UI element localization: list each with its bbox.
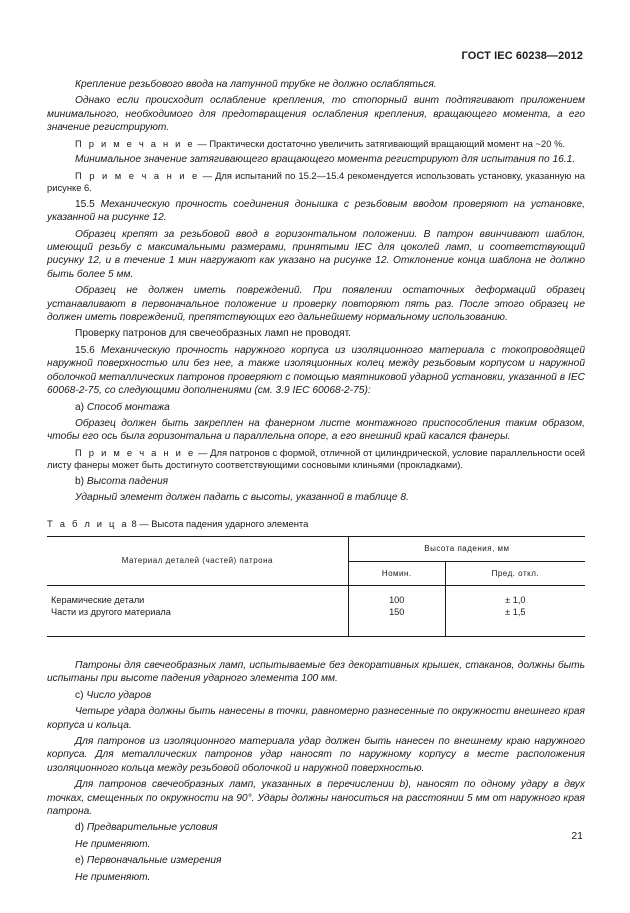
- paragraph-text: Проверку патронов для свечеобразных ламп не проводят.: [75, 328, 351, 340]
- paragraph-text: Для патронов из изоляционного материала удар должен быть нанесен по внешнему краю наружного корпуса. Для металлических патронов удар наносят по наружному корпусу в месте расположения изоляционного кольца между резьбовой оболочкой и наружной поверхностью.: [47, 735, 585, 774]
- note-paragraph: [47, 138, 585, 151]
- cell-material-row-2: Части из другого материала: [51, 606, 171, 617]
- paragraph: [47, 417, 585, 444]
- paragraph-text: Число ударов: [86, 689, 152, 701]
- paragraph-text: Первоначальные измерения: [86, 855, 222, 867]
- paragraph-text: Способ монтажа: [86, 401, 170, 413]
- paragraph-text: Ударный элемент должен падать с высоты, указанной в таблице 8.: [75, 492, 409, 504]
- clause-number: 15.5: [75, 198, 101, 210]
- cell-nominal-row-2: 150: [389, 606, 405, 617]
- paragraph-text: Образец не должен иметь повреждений. При появлении остаточных деформаций образец устанавливают в первоначальное положение и проверку повторяют пять раз. После этого образец не должен иметь повреждений, препятствующих его дальнейшему нормальному использованию.: [47, 285, 585, 324]
- page-body: [47, 78, 585, 887]
- clause-number: a): [75, 401, 87, 413]
- cell-tolerances: [445, 585, 585, 636]
- note-paragraph: [47, 447, 585, 472]
- paragraph: [47, 344, 585, 398]
- paragraph-text: Предварительные условия: [86, 822, 218, 834]
- paragraph-text: Однако если происходит ослабление крепления, то стопорный винт подтягивают приложением минимального, необходимого для предотвращения ослабления крепления, вращающего момента, а его значение регистрируют.: [47, 95, 585, 134]
- paragraph: [47, 854, 585, 867]
- col-header-height: Высота падения, мм: [348, 537, 585, 561]
- paragraph: [47, 689, 585, 702]
- paragraph-text: Для патронов свечеобразных ламп, указанных в перечислении b), наносят по одному удару в двух точках, смещенных по окружности на 90°. Удары должны наноситься на расстоянии 5 мм от наружного края патрона.: [47, 779, 585, 817]
- paragraph: [47, 228, 585, 282]
- cell-material-row-1: Керамические детали: [51, 594, 145, 605]
- paragraph-text: — Для испытаний по 15.2—15.4 рекомендуется использовать установку, указанную на рисунке 6.: [47, 169, 585, 194]
- col-header-tolerance: Пред. откл.: [445, 561, 585, 585]
- note-label: П р и м е ч а н и е: [75, 137, 195, 149]
- cell-tolerance-row-2: ± 1,5: [505, 606, 526, 617]
- table-caption: [47, 517, 585, 530]
- paragraph-text: Крепление резьбового ввода на латунной трубке не должно ослабляться.: [75, 79, 437, 90]
- paragraph: [47, 153, 585, 166]
- paragraph-text: Патроны для свечеобразных ламп, испытываемые без декоративных крышек, стаканов, должны быть испытаны при высоте падения ударного элемента 100 мм.: [47, 659, 585, 685]
- paragraph: [47, 401, 585, 414]
- paragraph-text: — Для патронов с формой, отличной от цилиндрической, условие параллельности осей листу фанеры может быть достигнуто соответствующими сосновыми клиньями (прокладками).: [47, 446, 585, 471]
- paragraph: [47, 327, 585, 340]
- clause-number: e): [75, 855, 87, 867]
- table-caption-text: 8 — Высота падения ударного элемента: [128, 517, 309, 529]
- paragraph: [47, 871, 585, 884]
- top-paragraphs: [47, 78, 585, 505]
- paragraph-text: Не применяют.: [75, 871, 151, 883]
- paragraph-text: Образец должен быть закреплен на фанерном листе монтажного приспособления таким образом, чтобы его ось была горизонтальна и параллельна опоре, а его внешний край касался фанеры.: [47, 417, 585, 443]
- paragraph: [47, 705, 585, 732]
- page-number: 21: [571, 830, 583, 842]
- paragraph: [47, 491, 585, 504]
- paragraph: [47, 821, 585, 834]
- paragraph-text: Механическую прочность наружного корпуса из изоляционного материала с токопроводящей наружной поверхностью или без нее, а также изоляционных колец между резьбовым корпусом и наружной оболочкой металлических патронов проверяют с помощью маятниковой ударной установки, указанной в IEC 60068-2-75, со следующими дополнениями (см. 3.9 IEC 60068-2-75):: [47, 344, 585, 397]
- paragraph: [47, 284, 585, 324]
- table-drop-height: [47, 536, 585, 637]
- paragraph-text: — Практически достаточно увеличить затягивающий вращающий момент на ~20 %.: [194, 137, 566, 149]
- paragraph: [47, 778, 585, 818]
- cell-tolerance-row-1: ± 1,0: [505, 594, 526, 605]
- paragraph-text: Минимальное значение затягивающего вращающего момента регистрируют для испытания по 16.1.: [75, 154, 576, 166]
- clause-number: d): [75, 822, 87, 834]
- note-paragraph: [47, 170, 585, 195]
- col-header-nominal: Номин.: [348, 561, 445, 585]
- paragraph: [47, 198, 585, 225]
- document-code-header: ГОСТ IEC 60238—2012: [461, 50, 583, 62]
- paragraph-text: Высота падения: [86, 475, 169, 487]
- clause-number: b): [75, 475, 87, 487]
- cell-nominal-row-1: 100: [389, 594, 405, 605]
- clause-number: 15.6: [75, 344, 101, 356]
- clause-number: c): [75, 689, 87, 701]
- bottom-paragraphs: [47, 659, 585, 884]
- paragraph-text: Четыре удара должны быть нанесены в точки, равномерно разнесенные по окружности внешнего края корпуса и кольца.: [47, 706, 585, 731]
- paragraph: [47, 94, 585, 134]
- paragraph: [47, 838, 585, 851]
- paragraph: [47, 475, 585, 488]
- col-header-material: Материал деталей (частей) патрона: [47, 537, 348, 586]
- paragraph: [47, 78, 585, 91]
- note-label: П р и м е ч а н и е: [75, 169, 200, 181]
- cell-materials: [47, 585, 348, 636]
- paragraph-text: Не применяют.: [75, 838, 151, 850]
- paragraph: [47, 735, 585, 775]
- paragraph-text: Механическую прочность соединения донышка с резьбовым вводом проверяют на установке, указанной на рисунке 12.: [47, 198, 585, 224]
- paragraph-text: Образец крепят за резьбовой ввод в горизонтальном положении. В патрон ввинчивают шаблон, имеющий резьбу с максимальными размерами, принятыми IEC для цоколей ламп, и соответствующий рисунку 12, и в течение 1 мин нагружают как указано на рисунке 12. Отклонение конца шаблона не должно быть более 5 мм.: [47, 228, 585, 280]
- note-label: П р и м е ч а н и е: [75, 446, 196, 458]
- table-caption-label: Т а б л и ц а: [47, 517, 129, 529]
- cell-nominals: [348, 585, 445, 636]
- paragraph: [47, 659, 585, 686]
